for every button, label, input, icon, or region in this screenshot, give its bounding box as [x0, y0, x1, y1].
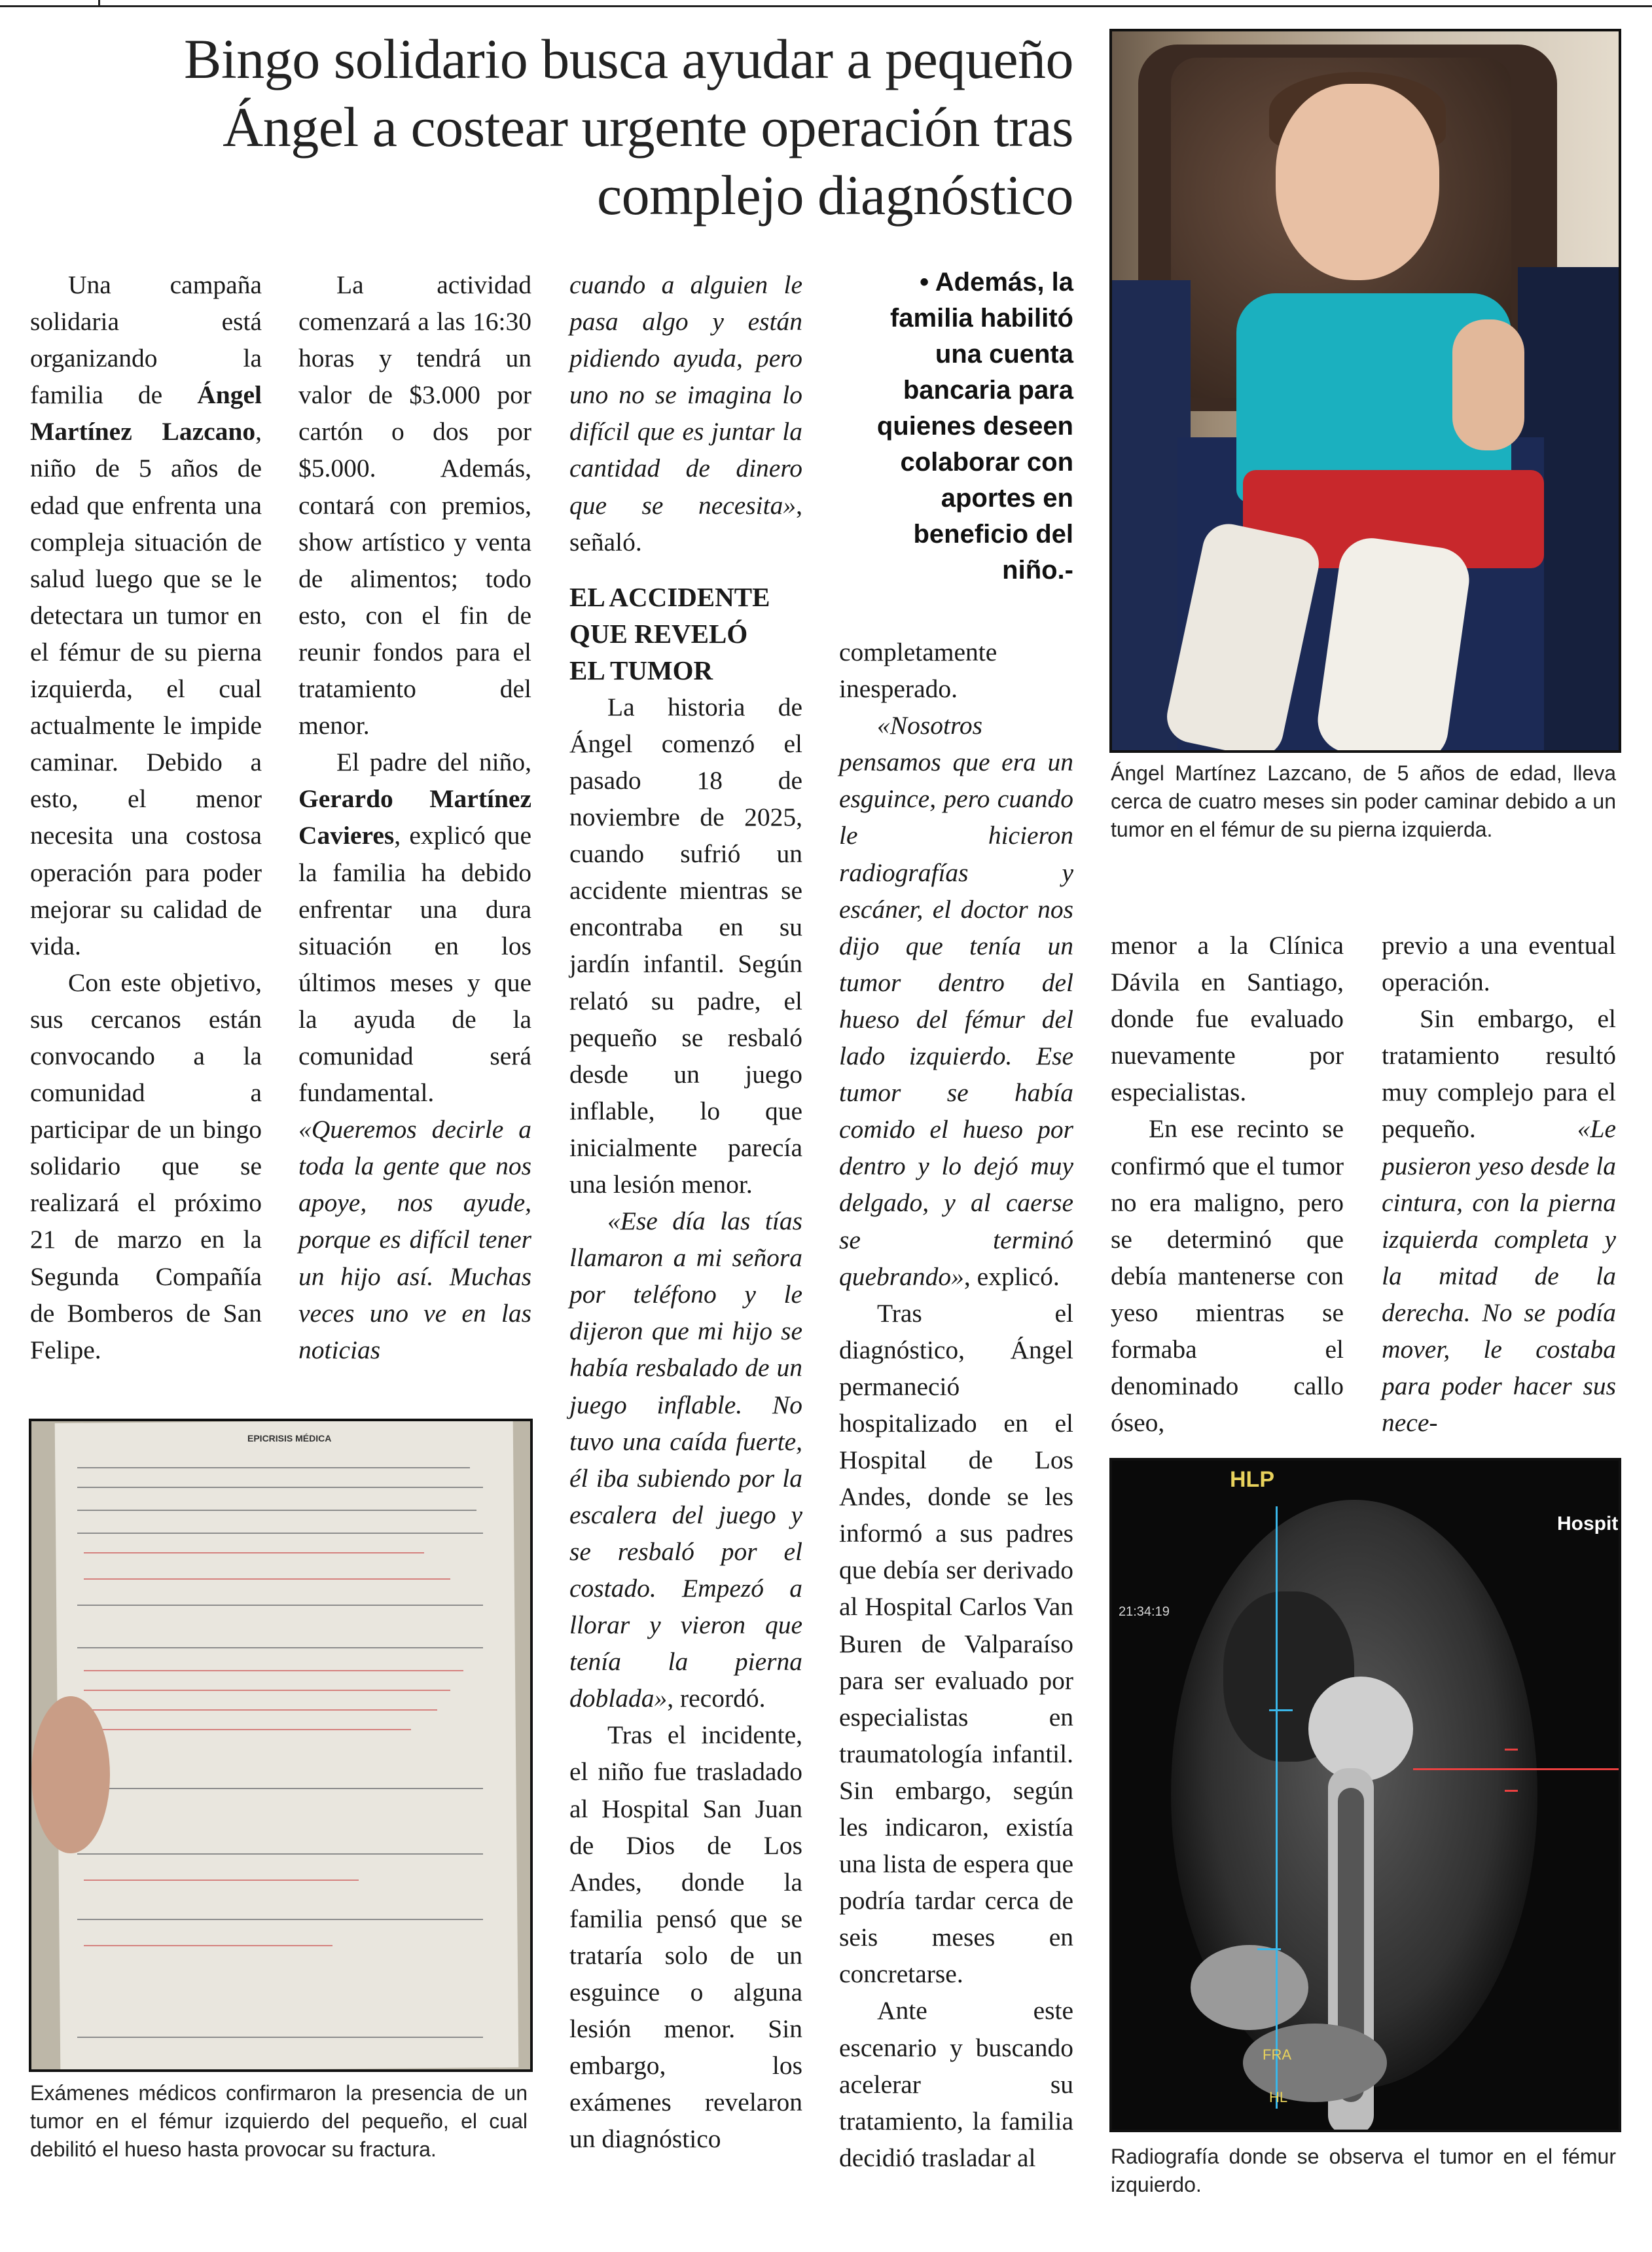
paragraph: Una campaña solidaria está organizando la familia de Ángel Martínez Lazcano, niño de 5 años de edad que enfrenta una compleja situación de salud luego que se le detectara un tumor en el fémur de su pierna izquierda, el cual actualmente le impide caminar. Debido a esto, el menor necesita una costosa operación para poder mejorar su calidad de vida. — [30, 270, 262, 960]
top-rule — [0, 0, 1652, 7]
paragraph: «Ese día las tías llamaron a mi señora por teléfono y le dijeron que mi hijo se había resbalado de un juego inflable. No tuvo una caída fuerte, él iba subiendo por la escalera del juego y se resbaló por el costado. Empezó a llorar y vieron que tenía la pierna doblada», recordó. — [569, 1207, 802, 1713]
paragraph: Tras el incidente, el niño fue trasladado al Hospital San Juan de Dios de Los Andes, donde la familia pensó que se trataría solo de un esguince o alguna lesión menor. Sin embargo, los exámenes revelaron un diagnóstico — [569, 1720, 802, 2154]
paragraph: En ese recinto se confirmó que el tumor no era maligno, pero se determinó que debía mantenerse con yeso mientras se formaba el denominado callo óseo, — [1111, 1114, 1344, 1438]
xray-label-time: 21:34:19 — [1119, 1605, 1170, 1619]
headline-line-1: Bingo solidario busca ayudar a pequeño — [183, 27, 1073, 90]
paragraph: Ante este escenario y buscando acelerar su tratamiento, la familia decidió trasladar al — [839, 1996, 1073, 2172]
paragraph: completamente inesperado. — [839, 638, 997, 704]
person-name: Gerardo Martínez Cavieres — [298, 784, 531, 850]
xray-label-hlp: HLP — [1230, 1467, 1274, 1492]
quote: «Le pusieron yeso desde la cintura, con la pierna izquierda completa y la mitad de la derecha. No se podía mover, le costaba para poder hacer sus nece- — [1382, 1114, 1616, 1438]
paragraph: previo a una eventual operación. — [1382, 931, 1616, 997]
paragraph: menor a la Clínica Dávila en Santiago, donde fue evaluado nuevamente por especialistas. — [1111, 931, 1344, 1107]
quote: «Ese día las tías llamaron a mi señora por teléfono y le dijeron que mi hijo se había resbalado de un juego inflable. No tuvo una caída fuerte, él iba subiendo por la escalera del juego y se resbaló por el costado. Empezó a llorar y vieron que tenía la pierna doblada» — [569, 1207, 802, 1713]
headline — [26, 25, 1073, 229]
medical-document-caption: Exámenes médicos confirmaron la presencia de un tumor en el fémur izquierdo del pequeño, el cual debilitó el hueso hasta provocar su fractura. — [30, 2081, 528, 2161]
paragraph: Tras el diagnóstico, Ángel permaneció hospitalizado en el Hospital de Los Andes, donde se les informó a sus padres que debía ser derivado al Hospital Carlos Van Buren de Valparaíso para ser evaluado por especialistas en traumatología infantil. Sin embargo, según les indicaron, existía una lista de espera que podría tardar cerca de seis meses en concretarse. — [839, 1298, 1073, 1989]
document-title: EPICRISIS MÉDICA — [247, 1433, 332, 1444]
paragraph: El padre del niño, Gerardo Martínez Cavieres, explicó que la familia ha debido enfrentar una dura situación en los últimos meses y que la ayuda de la comunidad será fundamental. «Queremos decirle a toda la gente que nos apoye, nos ayude, porque es difícil tener un hijo así. Muchas veces uno ve en las noticias — [298, 748, 531, 1364]
xray-photo — [1109, 1458, 1621, 2132]
headline-line-3: complejo diagnóstico — [596, 164, 1073, 227]
paragraph: «Nosotros pensamos que era un esguince, pero cuando le hicieron radiografías y escáner, el doctor nos dijo que tenía un tumor dentro del hueso del fémur del lado izquierdo. Ese tumor se había comido el hueso por dentro y lo dejó muy delgado, y al caerse se terminó quebrando», explicó. — [839, 711, 1073, 1291]
headline-line-2: Ángel a costear urgente operación tras — [223, 96, 1073, 158]
paragraph: La historia de Ángel comenzó el pasado 18 de noviembre de 2025, cuando sufrió un accidente mientras se encontraba en su jardín infantil. Según relató su padre, el pequeño se resbaló desde un juego inflable, lo que inicialmente parecía una lesión menor. — [569, 692, 802, 1199]
paragraph: cuando a alguien le pasa algo y están pidiendo ayuda, pero uno no se imagina lo difícil que es juntar la cantidad de dinero que se necesita», señaló. — [569, 270, 802, 556]
sidebar-highlight: • Además, la familia habilitó una cuenta bancaria para quienes deseen colaborar con aportes en beneficio del niño.- — [876, 268, 1073, 585]
child-photo — [1109, 29, 1621, 753]
article-column-1 — [30, 266, 262, 1368]
xray-label-hospital: Hospit — [1557, 1513, 1619, 1535]
article-column-6 — [1382, 927, 1616, 1441]
xray-label-hl: HL — [1269, 2089, 1288, 2105]
article-column-2 — [298, 266, 531, 1368]
xray-caption: Radiografía donde se observa el tumor en el fémur izquierdo. — [1111, 2145, 1616, 2196]
quote: «Nosotros pensamos que era un esguince, pero cuando le hicieron radiografías y escáner, el doctor nos dijo que tenía un tumor dentro del hueso del fémur del lado izquierdo. Ese tumor se había comido el hueso por dentro y lo dejó muy delgado, y al caerse se terminó quebrando» — [839, 711, 1073, 1291]
paragraph: La actividad comenzará a las 16:30 horas y tendrá un valor de $3.000 por cartón o dos por $5.000. Además, contará con premios, show artístico y venta de alimentos; todo esto, con el fin de reunir fondos para el tratamiento del menor. — [298, 270, 531, 740]
person-name: Ángel Martínez Lazcano — [30, 380, 262, 446]
quote: «Queremos decirle a toda la gente que nos apoye, nos ayude, porque es difícil tener un hijo así. Muchas veces uno ve en las noticias — [298, 1115, 531, 1364]
section-subhead: EL ACCIDENTE QUE REVELÓ EL TUMOR — [569, 581, 770, 685]
article-column-4 — [839, 634, 1073, 2176]
paragraph: Sin embargo, el tratamiento resultó muy complejo para el pequeño. «Le pusieron yeso desde la cintura, con la pierna izquierda completa y la mitad de la derecha. No se podía mover, le costaba para poder hacer sus nece- — [1382, 1004, 1616, 1438]
medical-document-photo — [29, 1419, 533, 2072]
paragraph: Con este objetivo, sus cercanos están convocando a la comunidad a participar de un bingo solidario que se realizará el próximo 21 de marzo en la Segunda Compañía de Bomberos de San Felipe. — [30, 968, 262, 1364]
child-photo-caption: Ángel Martínez Lazcano, de 5 años de edad, lleva cerca de cuatro meses sin poder caminar debido a un tumor en el fémur de su pierna izquierda. — [1111, 761, 1616, 841]
quote: cuando a alguien le pasa algo y están pidiendo ayuda, pero uno no se imagina lo difícil que es juntar la cantidad de dinero que se necesita» — [569, 270, 802, 520]
article-column-5 — [1111, 927, 1344, 1441]
xray-label-fra: FRA — [1263, 2046, 1291, 2063]
article-column-3 — [569, 266, 802, 2158]
top-rule-tick — [98, 0, 100, 7]
